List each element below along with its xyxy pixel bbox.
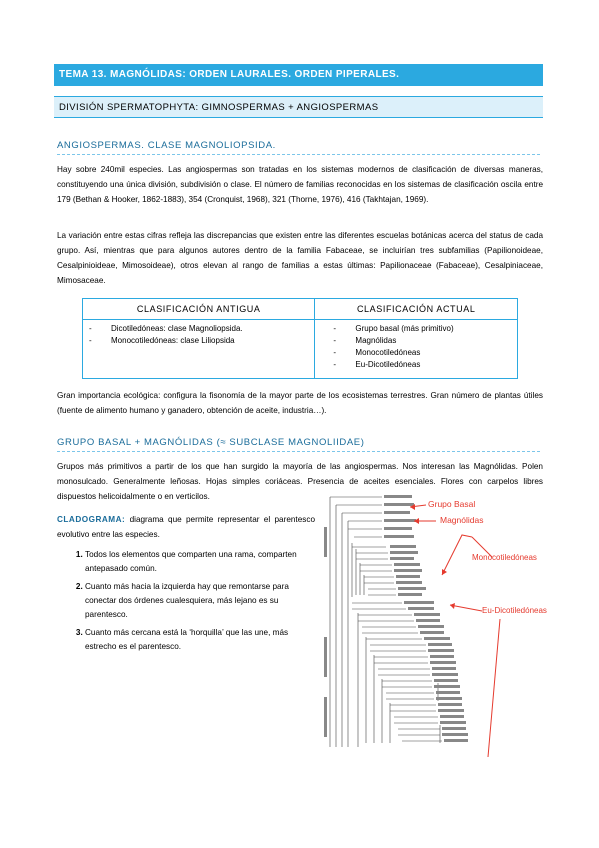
section-heading-angiospermas: ANGIOSPERMAS. CLASE MAGNOLIOPSIDA. xyxy=(57,140,540,155)
section-heading-grupo-basal: GRUPO BASAL + MAGNÓLIDAS (≈ SUBCLASE MAGNOLIIDAE) xyxy=(57,437,540,452)
paragraph-primitive-groups: Grupos más primitivos a partir de los que han surgido la mayoría de las angiospermas. Nos interesan las Magnólidas. Polen monosulcado. Generalmente leñosas. Hojas simples coriáceas. Presencia de aceites esenciales. Flores con carpelos libres dispuestos helicoidalmente o en verticilos. xyxy=(57,462,543,501)
label-eu-dicotiledoneas: Eu-Dicotiledóneas xyxy=(482,606,547,615)
list-item: - Grupo basal (más primitivo) xyxy=(333,323,511,335)
cladogram-figure xyxy=(322,487,548,760)
list-item: - Monocotiledóneas xyxy=(333,347,511,359)
list-item: 1. Todos los elementos que comparten una rama, comparten antepasado común. xyxy=(85,548,315,576)
list-item: 3. Cuanto más cercana está la ‘horquilla’ que las une, más estrecho es el parentesco. xyxy=(85,626,315,654)
division-bar: DIVISIÓN SPERMATOPHYTA: GIMNOSPERMAS + ANGIOSPERMAS xyxy=(54,96,543,118)
cladogram-text: diagrama que permite representar el parentesco evolutivo entre las especies. xyxy=(57,515,315,539)
label-magnolidas: Magnólidas xyxy=(440,515,484,525)
label-monocotiledoneas: Monocotiledóneas xyxy=(472,553,537,562)
table-cell-new xyxy=(315,320,518,379)
cladogram-image xyxy=(322,487,548,760)
list-item: - Monocotiledóneas: clase Liliopsida xyxy=(89,335,308,347)
cladogram-definition xyxy=(57,512,315,542)
classification-table xyxy=(82,298,518,379)
paragraph-variation: La variación entre estas cifras refleja las discrepancias que existen entre las diferentes escuelas botánicas acerca del status de cada grupo. Así, mientras que para algunos autores dentro de la familia Fabaceae, se incluirían tres subfamilias (Papilionoideae, Cesalpinioideae, Mimosoideae), otros elevan al rango de familias a estas últimas: Papilionaceae (Fabaceae), Cesalpiniaceae, Mimosaceae. xyxy=(57,231,543,285)
cladogram-explanation xyxy=(57,512,315,658)
label-grupo-basal: Grupo Basal xyxy=(428,499,476,509)
table-header-old: CLASIFICACIÓN ANTIGUA xyxy=(83,299,315,320)
table-cell-old xyxy=(83,320,315,379)
title-bar: TEMA 13. MAGNÓLIDAS: ORDEN LAURALES. ORDEN PIPERALES. xyxy=(54,64,543,86)
list-item: - Eu-Dicotiledóneas xyxy=(333,359,511,371)
list-item: - Magnólidas xyxy=(333,335,511,347)
cladogram-rules-list xyxy=(57,548,315,654)
list-item: - Dicotiledóneas: clase Magnoliopsida. xyxy=(89,323,308,335)
list-item: 2. Cuanto más hacia la izquierda hay que remontarse para conectar dos órdenes cualesquiera, más lejano es su parentesco. xyxy=(85,580,315,622)
table-header-new: CLASIFICACIÓN ACTUAL xyxy=(315,299,518,320)
paragraph-intro: Hay sobre 240mil especies. Las angiospermas son tratadas en los sistemas modernos de clasificación de diversas maneras, constituyendo una única división, subdivisión o clase. El número de familias reconocidas en los sistemas de clasificación oscila entre 179 (Bethan & Hooker, 1862-1883), 354 (Cronquist, 1968), 321 (Thorne, 1976), 416 (Takhtajan, 1969). xyxy=(57,165,543,204)
paragraph-ecology: Gran importancia ecológica: configura la fisonomía de la mayor parte de los ecosistemas terrestres. Gran número de plantas útiles (fuente de alimento humano y ganadero, obtención de aceite, industria…). xyxy=(57,391,543,415)
cladogram-label: CLADOGRAMA: xyxy=(57,515,126,524)
